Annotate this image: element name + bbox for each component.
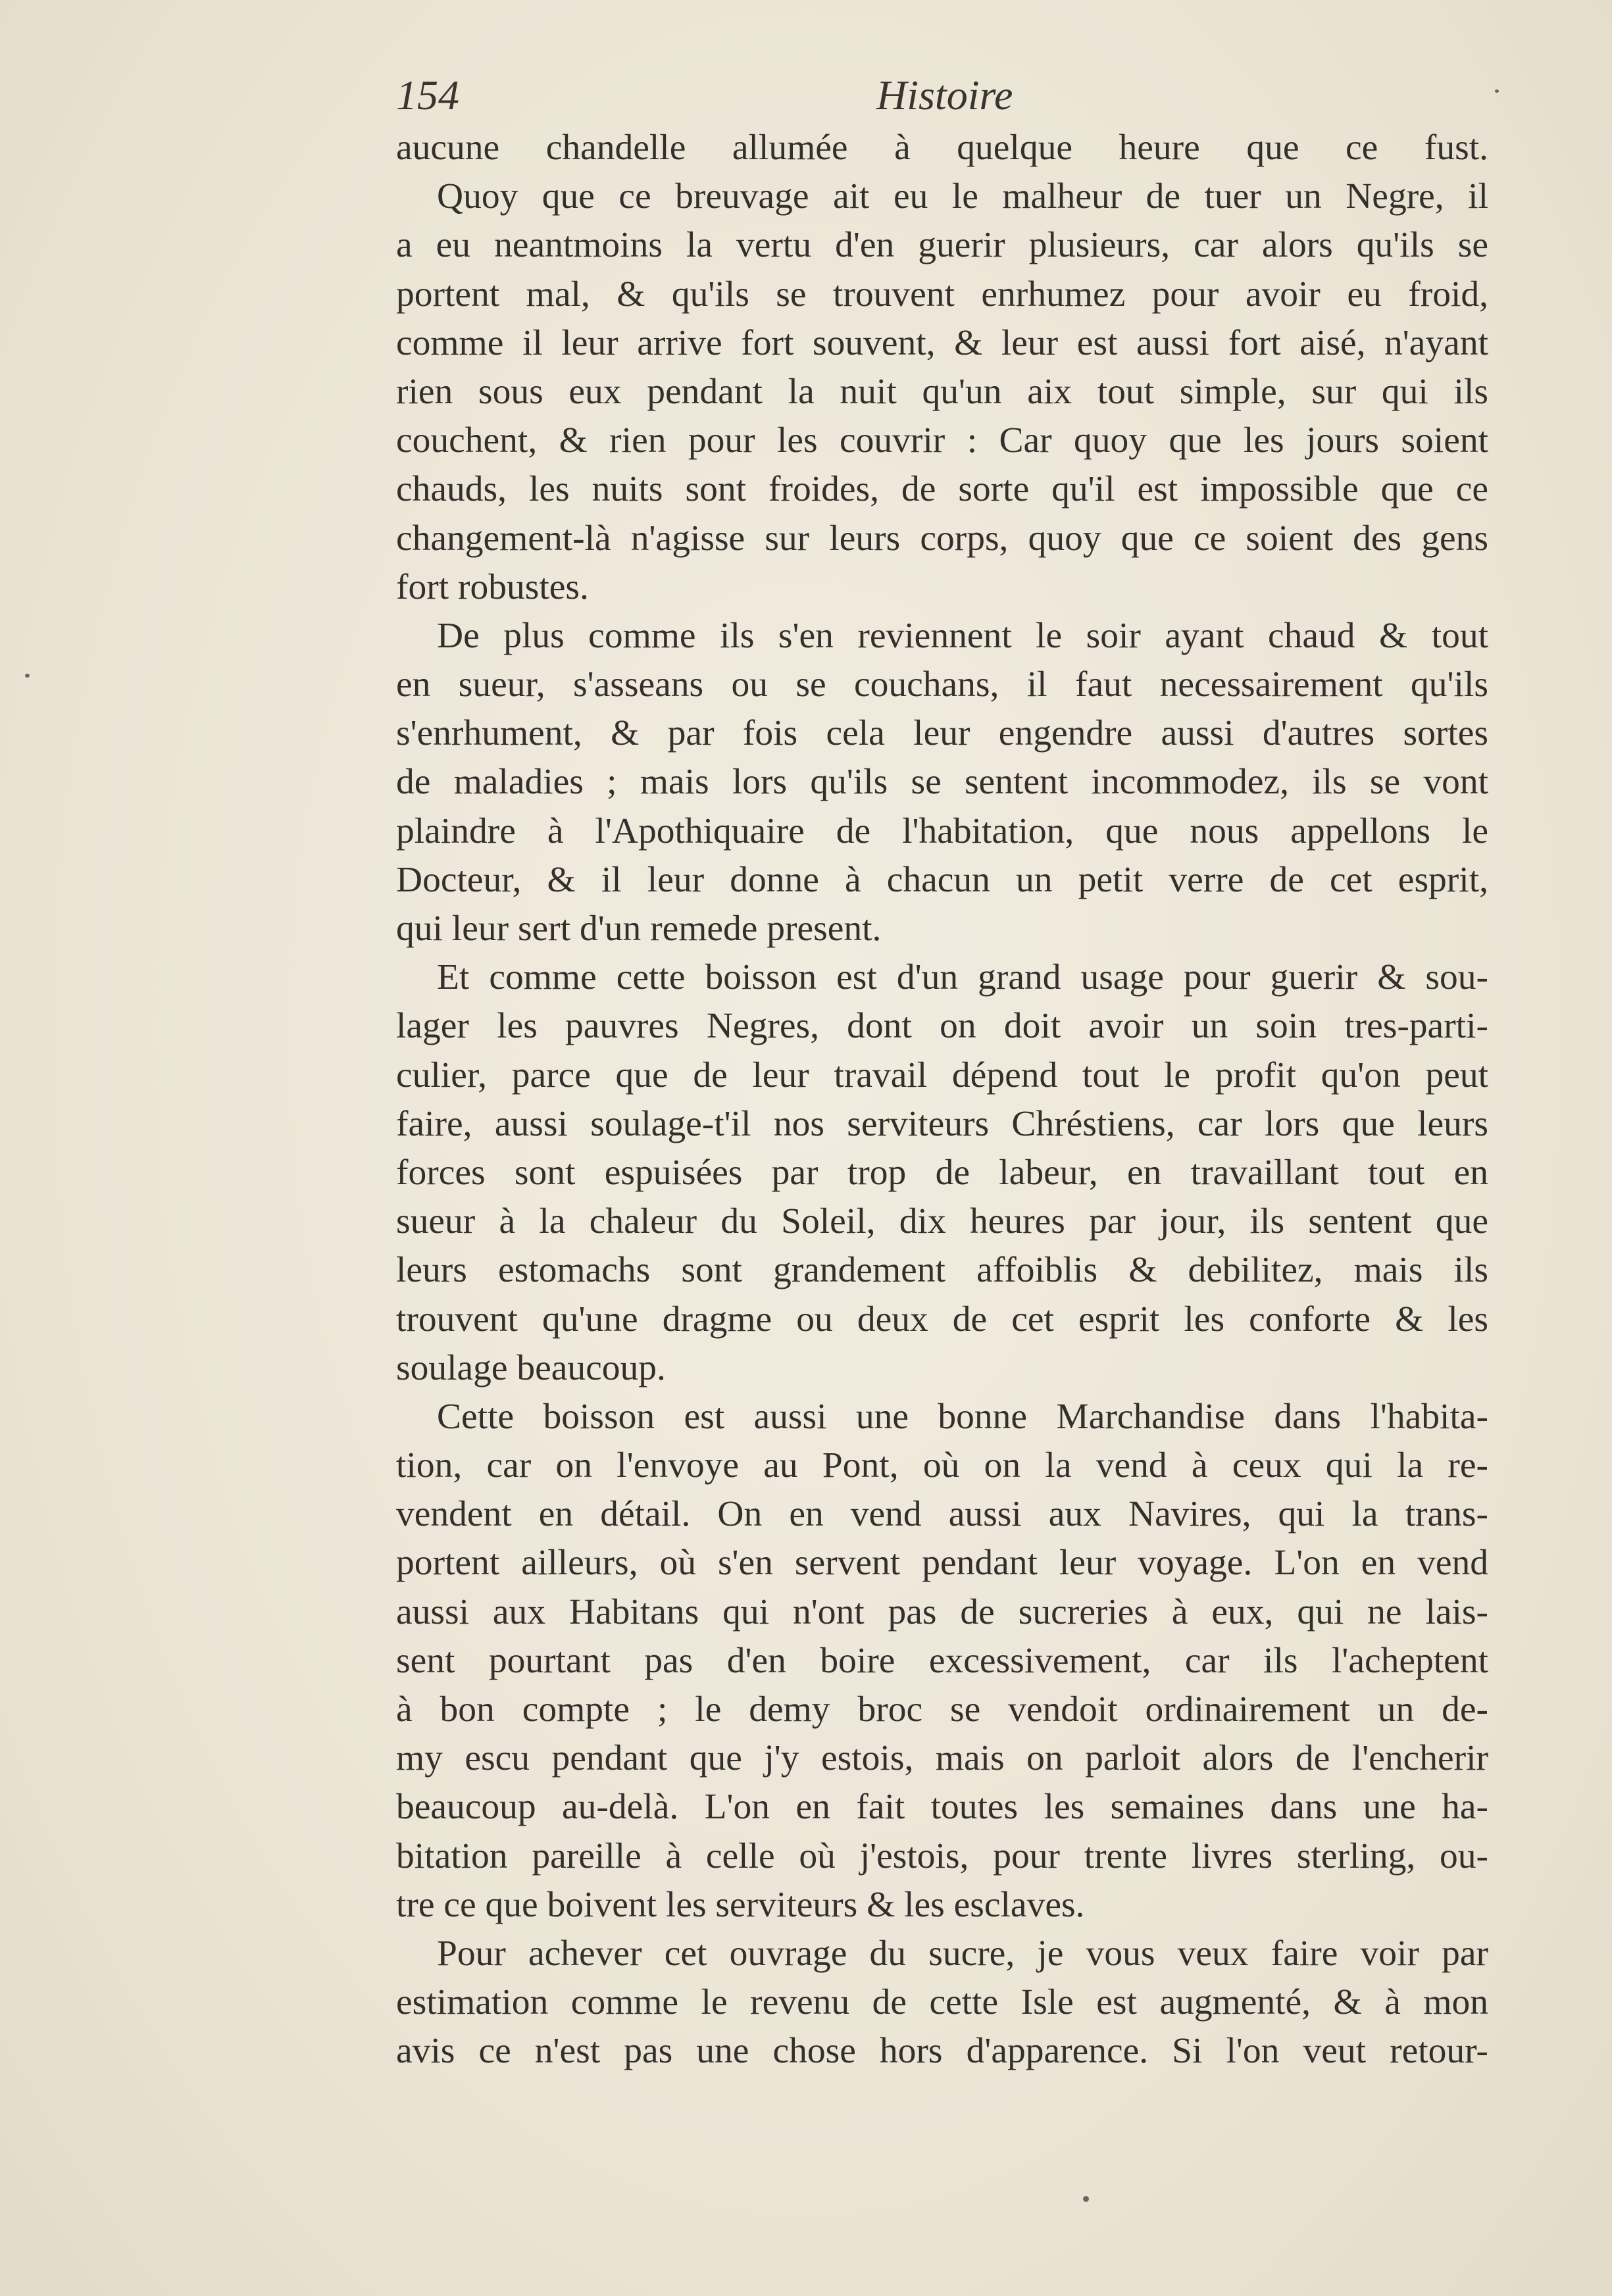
- text-line: tion, car on l'envoye au Pont, où on la vend à ceux qui la re-: [396, 1445, 1488, 1486]
- text-line: my escu pendant que j'y estois, mais on parloit alors de l'encherir: [396, 1738, 1488, 1779]
- text-line: leurs estomachs sont grandement affoiblis & debilitez, mais ils: [396, 1250, 1488, 1291]
- paragraph-start-line: Quoy que ce breuvage ait eu le malheur de tuer un Negre, il: [437, 176, 1488, 217]
- text-line: portent ailleurs, où s'en servent pendant leur voyage. L'on en vend: [396, 1543, 1488, 1584]
- text-line: à bon compte ; le demy broc se vendoit ordinairement un de-: [396, 1689, 1488, 1730]
- text-line: a eu neantmoins la vertu d'en guerir plusieurs, car alors qu'ils se: [396, 225, 1488, 266]
- text-line: portent mal, & qu'ils se trouvent enrhumez pour avoir eu froid,: [396, 274, 1488, 314]
- text-line: couchent, & rien pour les couvrir : Car quoy que les jours soient: [396, 420, 1488, 461]
- text-line: rien sous eux pendant la nuit qu'un aix tout simple, sur qui ils: [396, 371, 1488, 412]
- text-line: avis ce n'est pas une chose hors d'apparence. Si l'on veut retour-: [396, 2031, 1488, 2072]
- text-line: sent pourtant pas d'en boire excessivement, car ils l'acheptent: [396, 1640, 1488, 1681]
- page-number: 154: [396, 72, 459, 118]
- text-line: beaucoup au-delà. L'on en fait toutes les semaines dans une ha-: [396, 1787, 1488, 1828]
- text-line: comme il leur arrive fort souvent, & leur est aussi fort aisé, n'ayant: [396, 322, 1488, 363]
- text-line: vendent en détail. On en vend aussi aux Navires, qui la trans-: [396, 1494, 1488, 1535]
- paragraph-end-line: fort robustes.: [396, 566, 589, 607]
- paragraph-start-line: Cette boisson est aussi une bonne Marchandise dans l'habita-: [437, 1396, 1488, 1437]
- paper-speck: [1083, 2196, 1089, 2202]
- text-line: trouvent qu'une dragme ou deux de cet esprit les conforte & les: [396, 1299, 1488, 1339]
- text-line: faire, aussi soulage-t'il nos serviteurs Chréstiens, car lors que leurs: [396, 1103, 1488, 1144]
- text-line: aussi aux Habitans qui n'ont pas de sucreries à eux, qui ne lais-: [396, 1591, 1488, 1632]
- text-line: plaindre à l'Apothiquaire de l'habitation, que nous appellons le: [396, 811, 1488, 851]
- text-line: bitation pareille à celle où j'estois, pour trente livres sterling, ou-: [396, 1835, 1488, 1876]
- text-line: forces sont espuisées par trop de labeur, en travaillant tout en: [396, 1152, 1488, 1193]
- text-line: estimation comme le revenu de cette Isle est augmenté, & à mon: [396, 1982, 1488, 2023]
- paragraph-end-line: soulage beaucoup.: [396, 1347, 666, 1388]
- paragraph-end-line: tre ce que boivent les serviteurs & les esclaves.: [396, 1884, 1085, 1925]
- text-line: culier, parce que de leur travail dépend tout le profit qu'on peut: [396, 1055, 1488, 1095]
- text-line: en sueur, s'asseans ou se couchans, il faut necessairement qu'ils: [396, 664, 1488, 705]
- text-line: changement-là n'agisse sur leurs corps, quoy que ce soient des gens: [396, 518, 1488, 559]
- text-line: lager les pauvres Negres, dont on doit avoir un soin tres-parti-: [396, 1006, 1488, 1047]
- text-line: de maladies ; mais lors qu'ils se sentent incommodez, ils se vont: [396, 762, 1488, 803]
- paper-speck: [25, 674, 30, 678]
- paragraph-end-line: qui leur sert d'un remede present.: [396, 909, 882, 949]
- text-line: sueur à la chaleur du Soleil, dix heures par jour, ils sentent que: [396, 1201, 1488, 1242]
- text-line: chauds, les nuits sont froides, de sorte qu'il est impossible que ce: [396, 469, 1488, 510]
- paragraph-start-line: Et comme cette boisson est d'un grand usage pour guerir & sou-: [437, 957, 1488, 998]
- paragraph-start-line: De plus comme ils s'en reviennent le soir ayant chaud & tout: [437, 615, 1488, 656]
- paragraph-start-line: Pour achever cet ouvrage du sucre, je vous veux faire voir par: [437, 1933, 1488, 1974]
- text-line: Docteur, & il leur donne à chacun un petit verre de cet esprit,: [396, 859, 1488, 900]
- body-text: [396, 124, 1488, 2076]
- text-line: s'enrhument, & par fois cela leur engendre aussi d'autres sortes: [396, 713, 1488, 754]
- running-title: Histoire: [876, 72, 1013, 118]
- page-header: [396, 66, 1501, 125]
- paper-speck: [1495, 89, 1499, 93]
- text-line: aucune chandelle allumée à quelque heure que ce fust.: [396, 128, 1488, 168]
